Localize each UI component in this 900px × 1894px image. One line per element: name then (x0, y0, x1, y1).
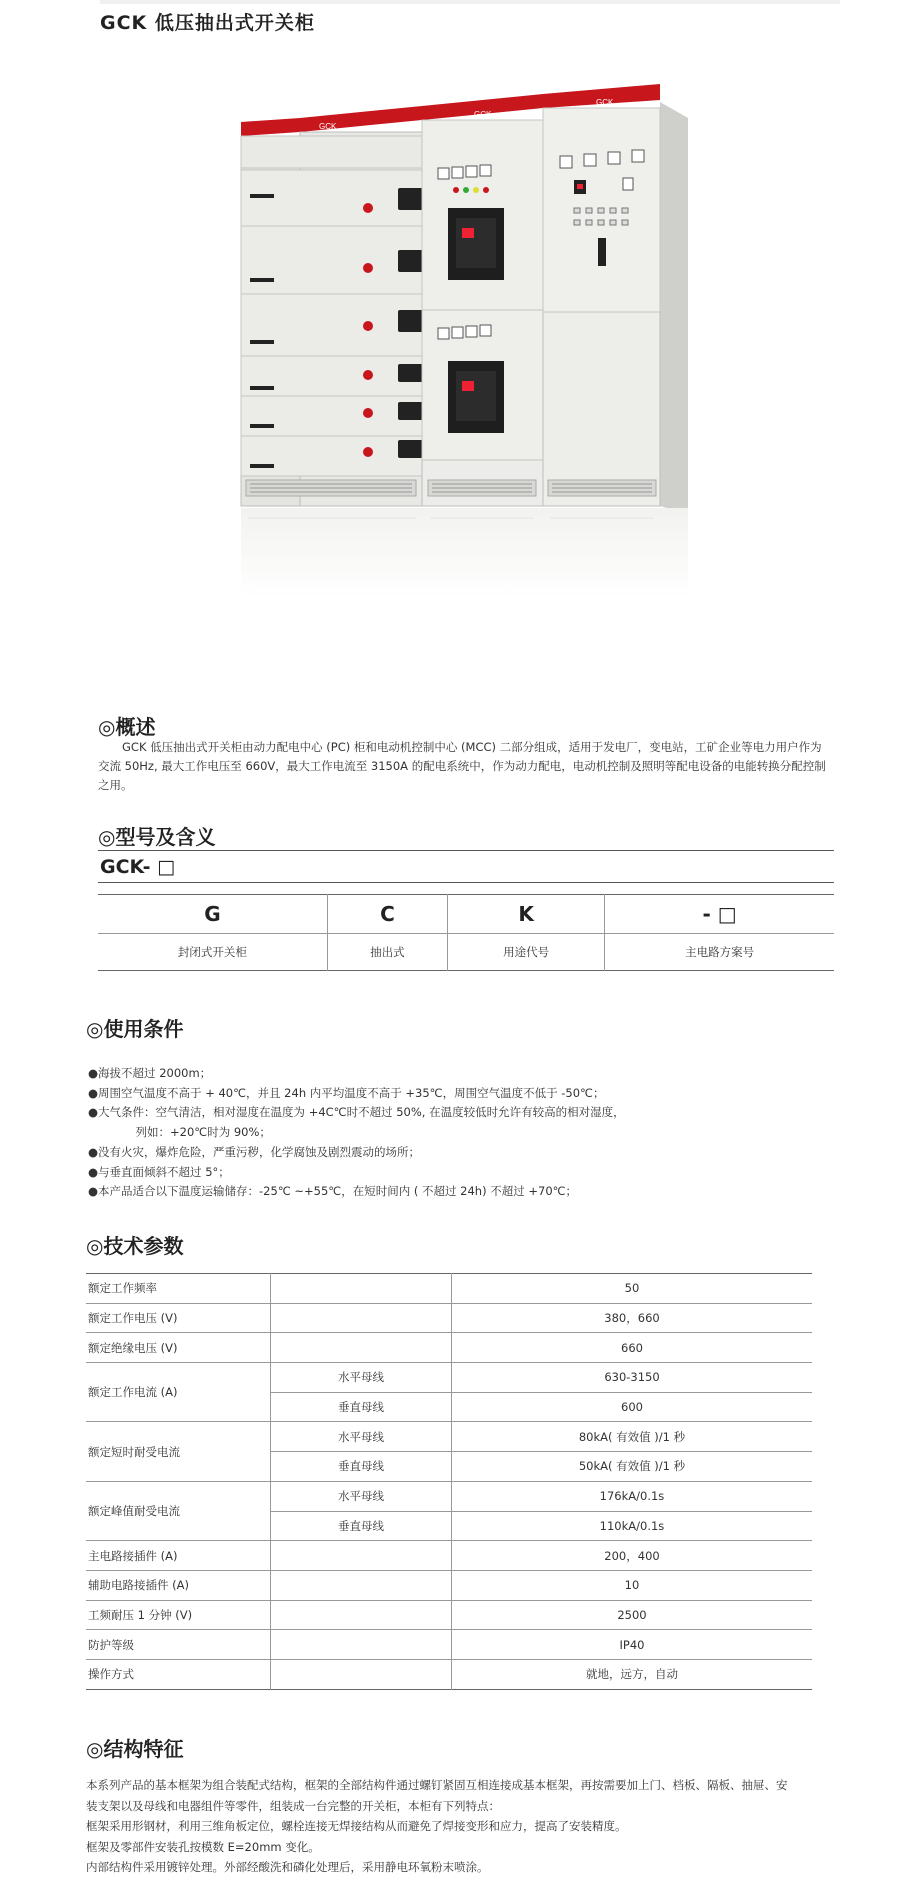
condition-item: ●大气条件：空气清洁，相对湿度在温度为 +4C℃时不超过 50%, 在温度较低时允许有较高的相对湿度， (88, 1105, 625, 1120)
model-code-rule (98, 882, 834, 883)
structure-line: 本系列产品的基本框架为组合装配式结构，框架的全部结构件通过螺钉紧固互相连接成基本框架，再按需要加上门、档板、隔板、抽屉、安 (86, 1778, 788, 1792)
table-row (86, 1303, 812, 1333)
table-row (86, 1570, 812, 1600)
model-meaning-scheme: 主电路方案号 (605, 934, 834, 971)
top-divider (100, 0, 840, 4)
param-cell: 额定工作频率 (86, 1274, 271, 1304)
param-cell: 额定工作电流 (A) (86, 1363, 271, 1422)
structure-line: 装支架以及母线和电器组件等零件，组装成一台完整的开关柜，本柜有下列特点： (86, 1798, 500, 1813)
value-cell: 2500 (452, 1600, 813, 1630)
value-cell: 就地，远方，自动 (452, 1659, 813, 1689)
table-row (86, 1422, 812, 1452)
sub-cell: 垂直母线 (271, 1511, 452, 1541)
model-meanings-row (98, 934, 834, 971)
param-cell: 主电路接插件 (A) (86, 1541, 271, 1571)
model-meaning-g: 封闭式开关柜 (177, 945, 247, 959)
sub-cell (271, 1303, 452, 1333)
sub-cell (271, 1274, 452, 1304)
model-letter-scheme: - □ (605, 895, 834, 934)
tech-table (86, 1273, 812, 1690)
table-row (86, 1659, 812, 1689)
value-cell: 10 (452, 1570, 813, 1600)
param-cell: 防护等级 (86, 1630, 271, 1660)
table-row (86, 1481, 812, 1511)
param-cell: 操作方式 (88, 1667, 134, 1682)
brand-label-1: GCK (319, 122, 337, 131)
sub-cell (271, 1570, 452, 1600)
page-title: GCK 低压抽出式开关柜 (100, 12, 315, 34)
overview-heading: ◎概述 (98, 715, 156, 739)
param-cell: 额定峰值耐受电流 (86, 1481, 271, 1540)
model-letters-row (98, 895, 834, 934)
sub-cell: 水平母线 (271, 1481, 452, 1511)
sub-cell: 垂直母线 (271, 1452, 452, 1482)
switchgear-cabinet-image (238, 78, 708, 698)
structure-text (86, 1775, 826, 1878)
model-table (98, 894, 834, 971)
model-heading: ◎型号及含义 (98, 825, 216, 849)
conditions-list (88, 1064, 828, 1202)
model-letter-c: C (327, 895, 447, 934)
value-cell: 80kA( 有效值 )/1 秒 (452, 1422, 813, 1452)
model-top-rule (98, 850, 834, 851)
overview-line-2: 交流 50Hz, 最大工作电压至 660V，最大工作电流至 3150A 的配电系统中，作为动力配电，电动机控制及照明等配电设备的电能转换分配控制 (98, 759, 826, 773)
sub-cell (271, 1659, 452, 1689)
brand-label-3: GCK (596, 98, 614, 107)
condition-item: ●本产品适合以下温度运输储存：-25℃ ~+55℃，在短时间内 ( 不超过 24h) 不超过 +70℃； (88, 1184, 578, 1199)
model-letter-k: K (448, 895, 605, 934)
condition-item: ●周围空气温度不高于 + 40℃，并且 24h 内平均温度不高于 +35℃，周围空气温度不低于 -50℃； (88, 1085, 605, 1100)
structure-line: 内部结构件采用镀锌处理。外部经酸洗和磷化处理后，采用静电环氧粉末喷涂。 (86, 1860, 489, 1874)
sub-cell: 水平母线 (271, 1363, 452, 1393)
value-cell: 50kA( 有效值 )/1 秒 (452, 1452, 813, 1482)
sub-cell (271, 1600, 452, 1630)
overview-line-3: 之用。 (98, 778, 133, 792)
condition-item: ●没有火灾，爆炸危险，严重污秽，化学腐蚀及剧烈震动的场所； (88, 1144, 421, 1159)
overview-text (98, 738, 843, 795)
table-row (86, 1274, 812, 1304)
sub-cell (271, 1333, 452, 1363)
value-cell: 660 (452, 1333, 813, 1363)
structure-line: 框架及零部件安装孔按模数 E=20mm 变化。 (86, 1839, 320, 1854)
model-code: GCK- □ (100, 856, 176, 878)
table-row (86, 1600, 812, 1630)
value-cell: 110kA/0.1s (452, 1511, 813, 1541)
model-letter-g: G (98, 895, 327, 934)
param-cell: 工频耐压 1 分钟 (V) (86, 1600, 271, 1630)
sub-cell: 垂直母线 (271, 1392, 452, 1422)
table-row (86, 1630, 812, 1660)
model-meaning-k: 用途代号 (448, 934, 605, 971)
sub-cell (271, 1630, 452, 1660)
param-cell: 额定工作电压 (V) (86, 1303, 271, 1333)
model-meaning-c: 抽出式 (327, 934, 447, 971)
value-cell: 50 (452, 1274, 813, 1304)
table-row (86, 1541, 812, 1571)
structure-heading: ◎结构特征 (86, 1737, 184, 1761)
param-cell: 辅助电路接插件 (A) (86, 1570, 271, 1600)
value-cell: 380，660 (452, 1303, 813, 1333)
condition-item: ●海拔不超过 2000m； (88, 1066, 212, 1080)
value-cell: 200，400 (452, 1541, 813, 1571)
brand-label-2: GCK (474, 110, 492, 119)
sub-cell (271, 1541, 452, 1571)
param-cell: 额定绝缘电压 (V) (86, 1333, 271, 1363)
table-row (86, 1333, 812, 1363)
value-cell: 630-3150 (452, 1363, 813, 1393)
structure-line: 框架采用形钢材，利用三维角板定位，螺栓连接无焊接结构从而避免了焊接变形和应力，提高了安装精度。 (86, 1819, 627, 1833)
overview-line-1: GCK 低压抽出式开关柜由动力配电中心 (PC) 柜和电动机控制中心 (MCC) 二部分组成，适用于发电厂，变电站，工矿企业等电力用户作为 (122, 740, 822, 754)
value-cell: 600 (452, 1392, 813, 1422)
value-cell: 176kA/0.1s (452, 1481, 813, 1511)
condition-item: ●与垂直面倾斜不超过 5°； (88, 1164, 230, 1179)
table-row (86, 1363, 812, 1393)
param-cell: 额定短时耐受电流 (86, 1422, 271, 1481)
sub-cell: 水平母线 (271, 1422, 452, 1452)
conditions-heading: ◎使用条件 (86, 1017, 184, 1041)
value-cell: IP40 (452, 1630, 813, 1660)
condition-item: 列如：+20℃时为 90%； (88, 1125, 271, 1140)
tech-heading: ◎技术参数 (86, 1234, 184, 1258)
